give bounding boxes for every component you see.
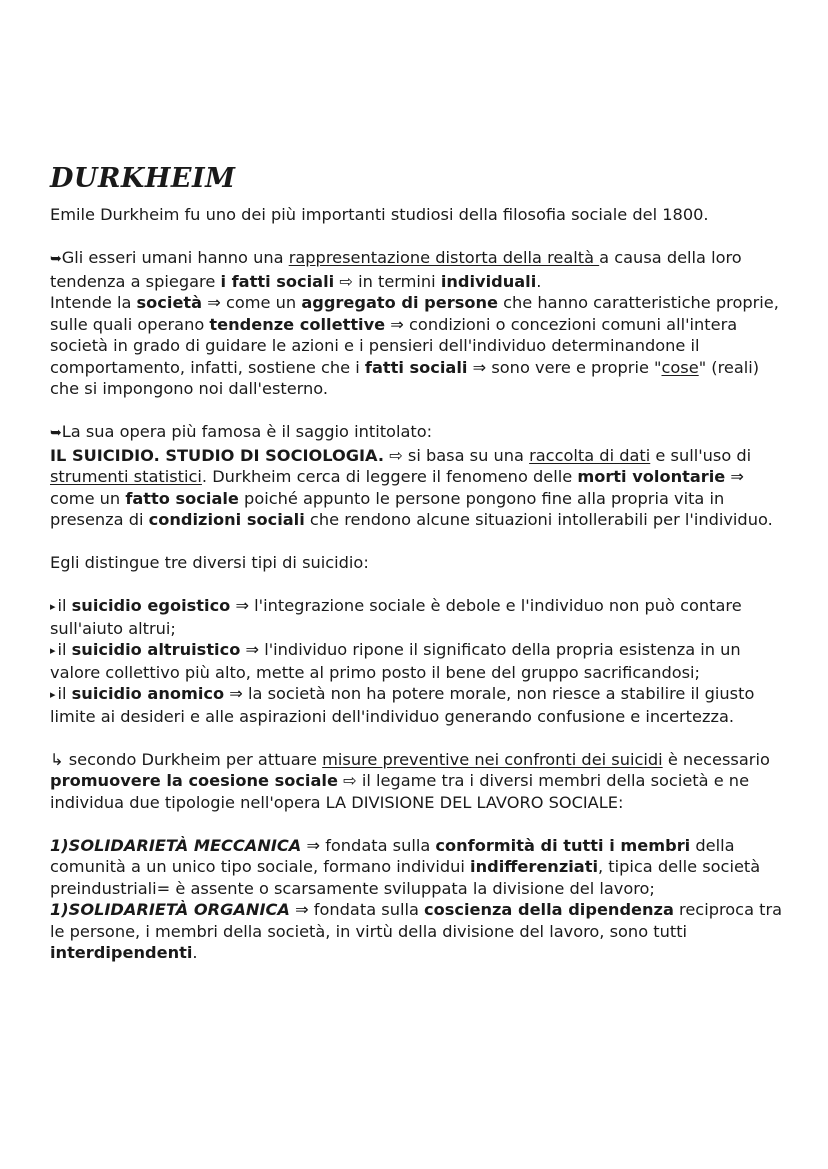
page-title: DURKHEIM: [50, 163, 236, 194]
pointer-arrow-icon: ➥: [50, 425, 62, 441]
types-intro: Egli distingue tre diversi tipi di suicidio:: [50, 553, 369, 572]
intro-paragraph: Emile Durkheim fu uno dei più importanti studiosi della filosofia sociale del 1800.: [50, 205, 709, 224]
hollow-arrow-icon: ⇨: [343, 771, 357, 790]
implies-arrow-icon: ⇒: [207, 293, 221, 312]
list-item: ▸ il suicidio altruistico ⇒ l'individuo ripone il significato della propria esistenza in un valore collettivo più alto, mette al primo posto il bene del gruppo sacrificandosi;: [50, 640, 741, 682]
types-list: [50, 595, 785, 727]
implies-arrow-icon: ⇒: [245, 640, 260, 659]
bullet-icon: ▸: [50, 644, 56, 657]
implies-arrow-icon: ⇒: [306, 835, 321, 855]
pointer-arrow-icon: ➥: [50, 251, 62, 267]
return-arrow-icon: ↳: [50, 749, 64, 769]
implies-arrow-icon: ⇒: [229, 684, 243, 703]
solidarity-organica: 1)SOLIDARIETÀ ORGANICA ⇒ fondata sulla coscienza della dipendenza reciproca tra le persone, i membri della società, in virtù della divisione del lavoro, sono tutti interdipendenti.: [50, 900, 783, 962]
implies-arrow-icon: ⇒: [472, 357, 487, 377]
hollow-arrow-icon: ⇨: [389, 445, 403, 465]
list-item: ▸ il suicidio anomico ⇒ la società non ha potere morale, non riesce a stabilire il giusto limite ai desideri e alle aspirazioni dell'individuo generando confusione e incertezza.: [50, 684, 755, 726]
list-item: ▸ il suicidio egoistico ⇒ l'integrazione sociale è debole e l'individuo non può contare sull'aiuto altrui;: [50, 596, 742, 638]
work-title: LA DIVISIONE DEL LAVORO SOCIALE: [325, 792, 619, 812]
implies-arrow-icon: ⇒: [295, 900, 309, 919]
section-coesione: ↳ secondo Durkheim per attuare misure preventive nei confronti dei suicidi è necessario promuovere la coesione sociale ⇨ il legame tra i diversi membri della società e ne individua due tipologie nell'opera LA DIVISIONE DEL LAVORO SOCIALE:: [50, 749, 770, 812]
document-page: [50, 160, 785, 964]
bullet-icon: ▸: [50, 600, 56, 613]
implies-arrow-icon: ⇒: [390, 314, 404, 334]
solidarity-meccanica: 1)SOLIDARIETÀ MECCANICA ⇒ fondata sulla conformità di tutti i membri della comunità a un unico tipo sociale, formano individui indifferenziati, tipica delle società preindustriali= è assente o scarsamente sviluppata la divisione del lavoro;: [50, 835, 761, 898]
section-suicidio: ➥La sua opera più famosa è il saggio intitolato: IL SUICIDIO. STUDIO DI SOCIOLOGIA. ⇨ si basa su una raccolta di dati e sull'uso di strumenti statistici. Durkheim cerca di leggere il fenomeno delle morti volontarie ⇒ come un fatto sociale poiché appunto le persone pongono fine alla propria vita in presenza di condizioni sociali che rendono alcune situazioni intollerabili per l'individuo.: [50, 422, 773, 529]
implies-arrow-icon: ⇒: [730, 467, 744, 486]
hollow-arrow-icon: ⇨: [339, 271, 353, 291]
book-title: IL SUICIDIO. STUDIO DI SOCIOLOGIA.: [50, 445, 385, 465]
bullet-icon: ▸: [50, 688, 56, 701]
section-rappresentazione: ➥Gli esseri umani hanno una rappresentazione distorta della realtà a causa della loro tendenza a spiegare i fatti sociali ⇨ in termini individuali. Intende la società ⇒ come un aggregato di persone che hanno caratteristiche proprie, sulle quali operano tendenze collettive ⇒ condizioni o concezioni comuni all'intera società in grado di guidare le azioni e i pensieri dell'individuo determinandone il comportamento, infatti, sostiene che i fatti sociali ⇒ sono vere e proprie "cose" (reali) che si impongono noi dall'esterno.: [50, 248, 779, 398]
implies-arrow-icon: ⇒: [235, 596, 250, 615]
